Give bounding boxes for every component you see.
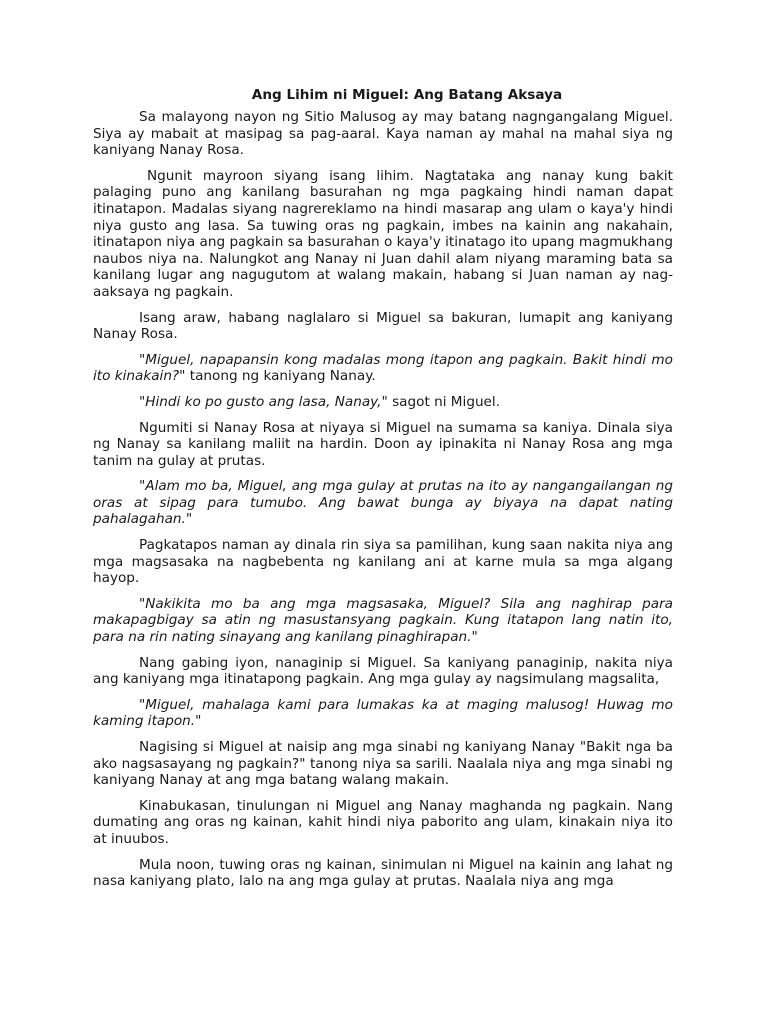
quote-after-2: sagot ni Miguel. xyxy=(387,393,501,410)
paragraph-6: Ngumiti si Nanay Rosa at niyaya si Miguel na sumama sa kaniya. Dinala siya ng Nanay sa kanilang maliit na hardin. Doon ay ipinakita ni Nanay Rosa ang mga tanim na gulay at prutas. xyxy=(93,419,673,469)
quote-after-1: tanong ng kaniyang Nanay. xyxy=(185,368,376,385)
quote-paragraph-4: "Nakikita mo ba ang mga magsasaka, Miguel? Sila ang naghirap para makapagbigay sa atin ng masustansyang pagkain. Kung itatapon lang natin ito, para na rin nating sinayang ang kanilang pinaghirapan." xyxy=(93,595,673,646)
quote-text-2: Hindi ko po gusto ang lasa, Nanay, xyxy=(145,393,382,410)
paragraph-12: Nagising si Miguel at naisip ang mga sinabi ng kaniyang Nanay "Bakit nga ba ako nagsasayang ng pagkain?" tanong niya sa sarili. Naalala niya ang mga sinabi ng kaniyang Nanay at ang mga batang walang makain. xyxy=(93,739,673,789)
paragraph-8: Pagkatapos naman ay dinala rin siya sa pamilihan, kung saan nakita niya ang mga magsasaka na nagbebenta ng kanilang ani at karne mula sa mga algang hayop. xyxy=(93,537,673,587)
quote-text-3: Alam mo ba, Miguel, ang mga gulay at prutas na ito ay nangangailangan ng oras at sipag para tumubo. Ang bawat bunga ay biyaya na dapat nating pahalagahan. xyxy=(93,478,673,528)
quote-paragraph-5: "Miguel, mahalaga kami para lumakas ka at maging malusog! Huwag mo kaming itapon." xyxy=(93,696,673,730)
quote-text-4: Nakikita mo ba ang mga magsasaka, Miguel? Sila ang naghirap para makapagbigay sa atin ng masustansyang pagkain. Kung itatapon lang natin ito, para na rin nating sinayang ang kanilang pinaghirapan. xyxy=(93,595,673,646)
quote-text-1: Miguel, napapansin kong madalas mong itapon ang pagkain. Bakit hindi mo ito kinakain? xyxy=(93,351,673,385)
paragraph-1: Sa malayong nayon ng Sitio Malusog ay may batang nagngangalang Miguel. Siya ay mabait at masipag sa pag-aaral. Kaya naman ay mahal na mahal siya ng kaniyang Nanay Rosa. xyxy=(93,109,673,159)
paragraph-3: Isang araw, habang naglalaro si Miguel sa bakuran, lumapit ang kaniyang Nanay Rosa. xyxy=(93,309,673,343)
paragraph-14: Mula noon, tuwing oras ng kainan, sinimulan ni Miguel na kainin ang lahat ng nasa kaniyang plato, lalo na ang mga gulay at prutas. Naalala niya ang mga xyxy=(93,856,673,890)
quote-text-5: Miguel, mahalaga kami para lumakas ka at maging malusog! Huwag mo kaming itapon. xyxy=(93,696,673,730)
paragraph-10: Nang gabing iyon, nanaginip si Miguel. Sa kaniyang panaginip, nakita niya ang kaniyang mga itinatapong pagkain. Ang mga gulay ay nagsimulang magsalita, xyxy=(93,654,673,688)
quote-paragraph-2: "Hindi ko po gusto ang lasa, Nanay," sagot ni Miguel. xyxy=(139,393,501,410)
paragraph-13: Kinabukasan, tinulungan ni Miguel ang Nanay maghanda ng pagkain. Nang dumating ang oras ng kainan, kahit hindi niya paborito ang ulam, kinakain niya ito at inuubos. xyxy=(93,797,673,847)
document-body xyxy=(93,86,673,890)
document-title: Ang Lihim ni Miguel: Ang Batang Aksaya xyxy=(251,87,563,103)
quote-paragraph-1: "Miguel, napapansin kong madalas mong itapon ang pagkain. Bakit hindi mo ito kinakain?" tanong ng kaniyang Nanay. xyxy=(93,351,673,385)
paragraph-2: Ngunit mayroon siyang isang lihim. Nagtataka ang nanay kung bakit palaging puno ang kanilang basurahan ng mga pagkaing hindi naman dapat itinatapon. Madalas siyang nagrereklamo na hindi masarap ang ulam o kaya'y hindi niya gusto ang lasa. Sa tuwing oras ng pagkain, imbes na kainin ang nakahain, itinatapon niya ang pagkain sa basurahan o kaya'y itinatago ito upang magmukhang naubos niya na. Nalungkot ang Nanay ni Juan dahil alam niyang maraming bata sa kanilang lugar ang nagugutom at walang makain, habang si Juan naman ay nag-aaksaya ng pagkain. xyxy=(93,167,673,300)
quote-paragraph-3: "Alam mo ba, Miguel, ang mga gulay at prutas na ito ay nangangailangan ng oras at sipag para tumubo. Ang bawat bunga ay biyaya na dapat nating pahalagahan." xyxy=(93,478,673,528)
